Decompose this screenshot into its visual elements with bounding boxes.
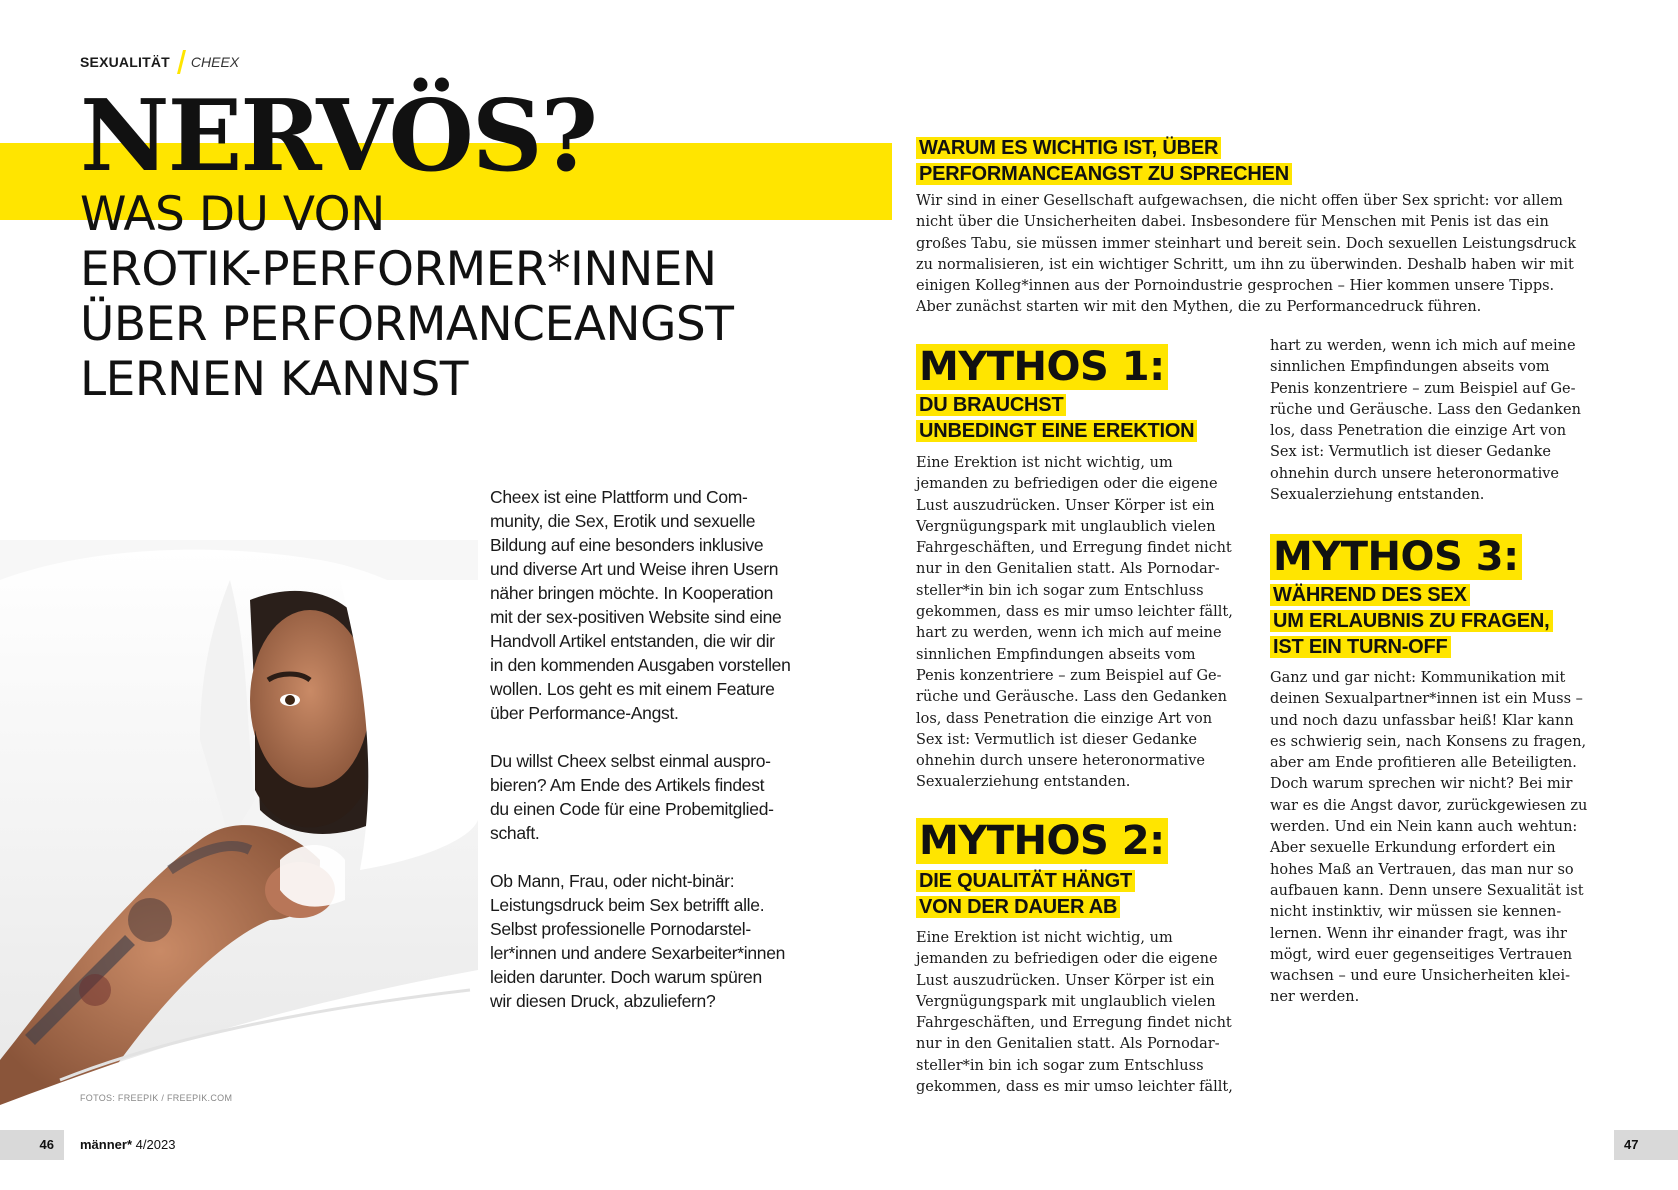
text-line: über Performance-Angst. [490,703,679,723]
text-line: werden. Und ein Nein kann auch wehtun: [1270,819,1578,836]
text-line: rüche und Geräusche. Lass den Gedanken [1270,401,1581,418]
text-line: Aber sexuelle Erkundung erfordert ein [1270,840,1556,857]
text-line: mit der sex-positiven Website sind eine [490,607,782,627]
myth-1-title: MYTHOS 1: [916,344,1168,390]
why-heading-line: WARUM ES WICHTIG IST, ÜBER [916,137,1221,159]
text-line: sinnlichen Empfindungen abseits vom [1270,359,1550,376]
page-footer [0,1130,1678,1160]
text-line: zu normalisieren, ist ein wichtiger Schritt, um ihn zu überwinden. Deshalb haben wir mit [916,256,1574,273]
text-line: Aber zunächst starten wir mit den Mythen, die zu Performancedruck führen. [916,299,1482,316]
text-line: aufbauen kann. Denn unsere Sexualität ist [1270,882,1584,899]
photo-credit: FOTOS: FREEPIK / FREEPIK.COM [80,1093,233,1103]
myth-2-title: MYTHOS 2: [916,818,1168,864]
section-label [80,50,239,74]
text-line: Handvoll Artikel entstanden, die wir dir [490,631,775,651]
myth-3-body [1270,668,1610,1009]
text-line: Ganz und gar nicht: Kommunikation mit [1270,670,1566,686]
text-line: Fahrgeschäften, und Erregung findet nicht [916,540,1232,557]
text-line: Eine Erektion ist nicht wichtig, um [916,455,1173,471]
text-line: Sex ist: Vermutlich ist dieser Gedanke [1270,444,1551,461]
subtitle-line: LERNEN KANNST [80,352,468,407]
text-line: Penis konzentriere – zum Beispiel auf Ge- [1270,380,1576,397]
text-line: Penis konzentriere – zum Beispiel auf Ge- [916,667,1222,684]
text-line: sinnlichen Empfindungen abseits vom [916,646,1196,663]
intro-paragraph [490,485,791,725]
why-heading [916,135,1616,187]
text-line: hart zu werden, wenn ich mich auf meine [1270,338,1576,354]
text-line: lernen. Wenn ihr einander fragt, was ihr [1270,925,1567,942]
subheading-line: DU BRAUCHST [916,394,1066,416]
text-line: Vergnügungspark mit unglaublich vielen [916,518,1216,535]
intro-paragraph [490,869,786,1013]
subtitle [80,187,800,407]
text-line: rüche und Geräusche. Lass den Gedanken [916,689,1227,706]
why-heading-line: PERFORMANCEANGST ZU SPRECHEN [916,163,1292,185]
subheading-line: VON DER DAUER AB [916,896,1120,918]
text-line: Cheex ist eine Plattform und Com- [490,487,748,507]
text-line: wachsen – und eure Unsicherheiten klei- [1270,968,1571,985]
subtitle-line: EROTIK-PERFORMER*INNEN [80,242,717,297]
text-line: es schwierig sein, nach Konsens zu fragen, [1270,733,1587,750]
why-body [916,191,1616,319]
text-line: Ob Mann, Frau, oder nicht-binär: [490,871,735,891]
text-line: gekommen, dass es mir umso leichter fällt, [916,1079,1233,1096]
text-line: großes Tabu, sie müssen immer steinhart und bereit sein. Doch sexuellen Leistungsdruck [916,235,1577,252]
text-line: schaft. [490,823,540,843]
myth-3-subheading [1270,582,1553,660]
photo-man-under-blanket [0,540,478,1105]
text-line: ner werden. [1270,989,1360,1006]
text-line: Wir sind in einer Gesellschaft aufgewachsen, die nicht offen über Sex spricht: vor allem [916,193,1563,209]
text-line: Eine Erektion ist nicht wichtig, um [916,930,1173,946]
text-line: steller*in bin ich sogar zum Entschluss [916,1057,1204,1074]
text-line: Leistungsdruck beim Sex betrifft alle. [490,895,765,915]
text-line: hohes Maß an Vertrauen, das man nur so [1270,861,1574,878]
myth-2-body-continued [1270,336,1610,506]
myth-2-subheading [916,868,1135,920]
subtitle-line: ÜBER PERFORMANCEANGST [80,297,734,352]
myth-2-title-block [916,818,1168,864]
subtitle-line: WAS DU VON [80,187,385,242]
myth-1-subheading [916,392,1197,444]
text-line: leiden darunter. Doch warum spüren [490,967,762,987]
text-line: Doch warum sprechen wir nicht? Bei mir [1270,776,1573,793]
intro-text [490,485,791,1037]
text-line: Fahrgeschäften, und Erregung findet nicht [916,1015,1232,1032]
subheading-line: UM ERLAUBNIS ZU FRAGEN, [1270,610,1553,632]
text-line: war es die Angst davor, zurückgewiesen zu [1270,797,1588,814]
text-line: einigen Kolleg*innen aus der Pornoindustrie gesprochen – Hier kommen unsere Tipps. [916,278,1555,295]
text-line: steller*in bin ich sogar zum Entschluss [916,582,1204,599]
subheading-line: WÄHREND DES SEX [1270,584,1470,606]
text-line: jemanden zu befriedigen oder die eigene [916,476,1218,493]
text-line: aber am Ende profitieren alle Beteiligten. [1270,755,1577,772]
text-line: nur in den Genitalien statt. Als Pornodar- [916,1036,1220,1053]
text-line: ler*innen und andere Sexarbeiter*innen [490,943,786,963]
text-line: Bildung auf eine besonders inklusive [490,535,764,555]
text-line: nur in den Genitalien statt. Als Pornodar- [916,561,1220,578]
page-number-right: 47 [1614,1130,1678,1160]
myth-2-body [916,928,1256,1098]
text-line: bieren? Am Ende des Artikels findest [490,775,765,795]
subheading-line: DIE QUALITÄT HÄNGT [916,870,1135,892]
myth-3-title-block [1270,534,1522,580]
text-line: Sex ist: Vermutlich ist dieser Gedanke [916,731,1197,748]
myth-1-title-block [916,344,1168,390]
page-number-left: 46 [0,1130,64,1160]
text-line: Vergnügungspark mit unglaublich vielen [916,993,1216,1010]
text-line: hart zu werden, wenn ich mich auf meine [916,625,1222,642]
text-line: wir diesen Druck, abzuliefern? [490,991,716,1011]
text-line: Lust auszudrücken. Unser Körper ist ein [916,497,1215,514]
text-line: nicht über die Unsicherheiten dabei. Insbesondere für Menschen mit Penis ist das ein [916,214,1549,231]
text-line: Sexualerziehung entstanden. [916,774,1131,791]
magazine-name: männer* [80,1137,133,1152]
text-line: mögt, wird euer gegenseitiges Vertrauen [1270,946,1573,963]
text-line: deinen Sexualpartner*innen ist ein Muss – [1270,691,1583,708]
section-divider [177,50,186,74]
text-line: Lust auszudrücken. Unser Körper ist ein [916,972,1215,989]
text-line: Selbst professionelle Pornodarstel- [490,919,751,939]
text-line: wollen. Los geht es mit einem Feature [490,679,775,699]
text-line: los, dass Penetration die einzige Art von [1270,423,1567,440]
issue-number: 4/2023 [135,1137,176,1152]
subheading-line: IST EIN TURN-OFF [1270,636,1451,658]
myth-3-title: MYTHOS 3: [1270,534,1522,580]
text-line: gekommen, dass es mir umso leichter fällt, [916,604,1233,621]
section-name: SEXUALITÄT [80,54,170,70]
text-line: los, dass Penetration die einzige Art von [916,710,1213,727]
myth-1-body [916,453,1256,794]
text-line: in den kommenden Ausgaben vorstellen [490,655,791,675]
text-line: jemanden zu befriedigen oder die eigene [916,951,1218,968]
intro-paragraph [490,749,774,845]
text-line: näher bringen möchte. In Kooperation [490,583,774,603]
photo-illustration [0,540,478,1105]
text-line: Sexualerziehung entstanden. [1270,487,1485,504]
text-line: Du willst Cheex selbst einmal auspro- [490,751,771,771]
text-line: und noch dazu unfassbar heiß! Klar kann [1270,712,1574,729]
headline: NERVÖS? [80,79,597,194]
subheading-line: UNBEDINGT EINE EREKTION [916,420,1197,442]
text-line: nicht instinktiv, wir müssen sie kennen- [1270,904,1562,921]
text-line: munity, die Sex, Erotik und sexuelle [490,511,756,531]
text-line: ohnehin durch unsere heteronormative [916,753,1205,770]
section-subname: CHEEX [190,54,240,70]
text-line: du einen Code für eine Probemitglied- [490,799,774,819]
magazine-issue [80,1130,175,1160]
text-line: und diverse Art und Weise ihren Usern [490,559,779,579]
text-line: ohnehin durch unsere heteronormative [1270,465,1559,482]
